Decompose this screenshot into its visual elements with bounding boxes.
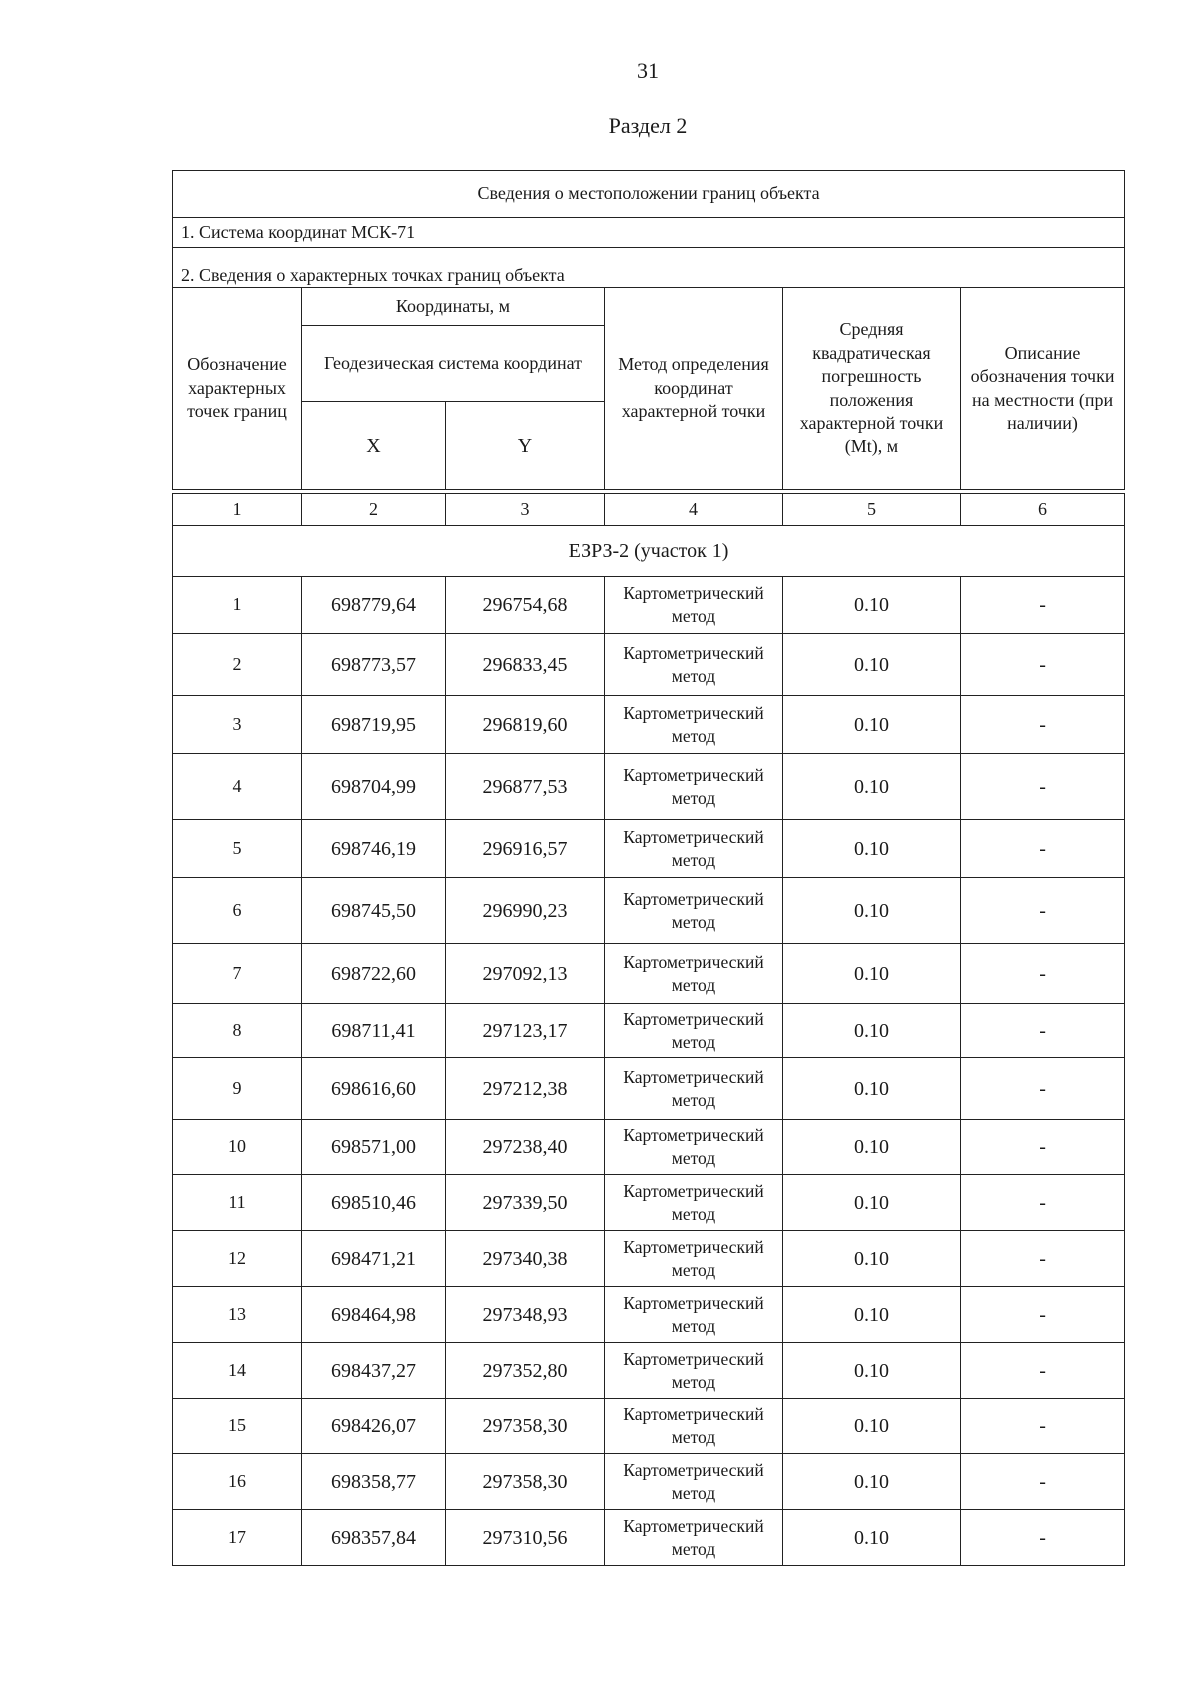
table-row [173, 1175, 1125, 1231]
y-coordinate-cell: 296877,53 [446, 754, 605, 820]
table-row [173, 820, 1125, 878]
point-number-cell: 8 [173, 1004, 302, 1058]
point-number-cell: 13 [173, 1287, 302, 1343]
x-coordinate-cell: 698426,07 [302, 1399, 446, 1454]
x-coordinate-cell: 698437,27 [302, 1343, 446, 1399]
y-coordinate-cell: 296833,45 [446, 634, 605, 696]
header-method: Метод определения координат характерной точки [605, 288, 783, 490]
header-row-1 [173, 288, 1125, 326]
description-cell: - [961, 577, 1125, 634]
error-cell: 0.10 [783, 696, 961, 754]
point-number-cell: 2 [173, 634, 302, 696]
error-cell: 0.10 [783, 577, 961, 634]
column-number-5: 5 [783, 494, 961, 526]
method-cell: Картометрический метод [605, 820, 783, 878]
y-coordinate-cell: 297123,17 [446, 1004, 605, 1058]
point-number-cell: 7 [173, 944, 302, 1004]
header-geodetic-system: Геодезическая система координат [302, 326, 605, 402]
y-coordinate-cell: 297212,38 [446, 1058, 605, 1120]
method-cell: Картометрический метод [605, 1058, 783, 1120]
x-coordinate-cell: 698357,84 [302, 1510, 446, 1566]
description-cell: - [961, 696, 1125, 754]
header-description: Описание обозначения точки на местности (при наличии) [961, 288, 1125, 490]
description-cell: - [961, 1399, 1125, 1454]
table-row [173, 1454, 1125, 1510]
error-cell: 0.10 [783, 1343, 961, 1399]
method-cell: Картометрический метод [605, 944, 783, 1004]
error-cell: 0.10 [783, 1231, 961, 1287]
header-error: Средняя квадратическая погрешность положения характерной точки (Mt), м [783, 288, 961, 490]
y-coordinate-cell: 297339,50 [446, 1175, 605, 1231]
y-coordinate-cell: 297358,30 [446, 1399, 605, 1454]
column-number-row [173, 494, 1125, 526]
y-coordinate-cell: 297348,93 [446, 1287, 605, 1343]
method-cell: Картометрический метод [605, 1120, 783, 1175]
x-coordinate-cell: 698510,46 [302, 1175, 446, 1231]
table-row [173, 944, 1125, 1004]
column-number-1: 1 [173, 494, 302, 526]
method-cell: Картометрический метод [605, 878, 783, 944]
x-coordinate-cell: 698358,77 [302, 1454, 446, 1510]
description-cell: - [961, 1004, 1125, 1058]
table-row [173, 577, 1125, 634]
error-cell: 0.10 [783, 1058, 961, 1120]
boundary-points-table [172, 170, 1125, 1566]
description-cell: - [961, 820, 1125, 878]
y-coordinate-cell: 296990,23 [446, 878, 605, 944]
description-cell: - [961, 754, 1125, 820]
description-cell: - [961, 1120, 1125, 1175]
point-number-cell: 16 [173, 1454, 302, 1510]
column-number-2: 2 [302, 494, 446, 526]
y-coordinate-cell: 297310,56 [446, 1510, 605, 1566]
point-number-cell: 12 [173, 1231, 302, 1287]
point-number-cell: 10 [173, 1120, 302, 1175]
point-number-cell: 5 [173, 820, 302, 878]
column-number-6: 6 [961, 494, 1125, 526]
description-cell: - [961, 1231, 1125, 1287]
table-title: Сведения о местоположении границ объекта [173, 171, 1125, 218]
y-coordinate-cell: 297238,40 [446, 1120, 605, 1175]
table-row [173, 634, 1125, 696]
x-coordinate-cell: 698616,60 [302, 1058, 446, 1120]
x-coordinate-cell: 698722,60 [302, 944, 446, 1004]
table-row [173, 1287, 1125, 1343]
point-number-cell: 11 [173, 1175, 302, 1231]
header-x: X [302, 402, 446, 490]
table-row [173, 754, 1125, 820]
method-cell: Картометрический метод [605, 1343, 783, 1399]
table-row [173, 1343, 1125, 1399]
method-cell: Картометрический метод [605, 1231, 783, 1287]
error-cell: 0.10 [783, 820, 961, 878]
method-cell: Картометрический метод [605, 1004, 783, 1058]
y-coordinate-cell: 297358,30 [446, 1454, 605, 1510]
point-number-cell: 3 [173, 696, 302, 754]
coordinate-system-line: 1. Система координат МСК-71 [173, 218, 1125, 248]
description-cell: - [961, 1287, 1125, 1343]
coordinate-system-row [173, 218, 1125, 248]
method-cell: Картометрический метод [605, 754, 783, 820]
table-row [173, 1399, 1125, 1454]
error-cell: 0.10 [783, 1120, 961, 1175]
x-coordinate-cell: 698746,19 [302, 820, 446, 878]
y-coordinate-cell: 297092,13 [446, 944, 605, 1004]
method-cell: Картометрический метод [605, 1399, 783, 1454]
table-row [173, 1004, 1125, 1058]
error-cell: 0.10 [783, 878, 961, 944]
group-title: ЕЗРЗ-2 (участок 1) [173, 526, 1125, 577]
point-number-cell: 1 [173, 577, 302, 634]
error-cell: 0.10 [783, 1175, 961, 1231]
y-coordinate-cell: 297340,38 [446, 1231, 605, 1287]
error-cell: 0.10 [783, 1454, 961, 1510]
header-y: Y [446, 402, 605, 490]
section-title: Раздел 2 [608, 113, 688, 138]
description-cell: - [961, 1058, 1125, 1120]
point-number-cell: 17 [173, 1510, 302, 1566]
description-cell: - [961, 944, 1125, 1004]
error-cell: 0.10 [783, 754, 961, 820]
error-cell: 0.10 [783, 1004, 961, 1058]
method-cell: Картометрический метод [605, 577, 783, 634]
x-coordinate-cell: 698779,64 [302, 577, 446, 634]
description-cell: - [961, 878, 1125, 944]
header-coordinates: Координаты, м [302, 288, 605, 326]
error-cell: 0.10 [783, 1287, 961, 1343]
x-coordinate-cell: 698711,41 [302, 1004, 446, 1058]
table-title-row [173, 171, 1125, 218]
y-coordinate-cell: 296754,68 [446, 577, 605, 634]
point-number-cell: 9 [173, 1058, 302, 1120]
description-cell: - [961, 1454, 1125, 1510]
column-number-4: 4 [605, 494, 783, 526]
error-cell: 0.10 [783, 1510, 961, 1566]
y-coordinate-cell: 296916,57 [446, 820, 605, 878]
group-title-row [173, 526, 1125, 577]
method-cell: Картометрический метод [605, 634, 783, 696]
table-row [173, 1510, 1125, 1566]
x-coordinate-cell: 698704,99 [302, 754, 446, 820]
table-row [173, 696, 1125, 754]
method-cell: Картометрический метод [605, 1510, 783, 1566]
error-cell: 0.10 [783, 1399, 961, 1454]
description-cell: - [961, 1343, 1125, 1399]
error-cell: 0.10 [783, 634, 961, 696]
point-number-cell: 6 [173, 878, 302, 944]
method-cell: Картометрический метод [605, 696, 783, 754]
page-number: 31 [637, 58, 659, 83]
point-number-cell: 14 [173, 1343, 302, 1399]
description-cell: - [961, 634, 1125, 696]
y-coordinate-cell: 297352,80 [446, 1343, 605, 1399]
y-coordinate-cell: 296819,60 [446, 696, 605, 754]
points-info-row [173, 248, 1125, 288]
table-row [173, 1058, 1125, 1120]
method-cell: Картометрический метод [605, 1175, 783, 1231]
x-coordinate-cell: 698773,57 [302, 634, 446, 696]
table-row [173, 1120, 1125, 1175]
table-row [173, 878, 1125, 944]
point-number-cell: 4 [173, 754, 302, 820]
x-coordinate-cell: 698471,21 [302, 1231, 446, 1287]
column-number-3: 3 [446, 494, 605, 526]
x-coordinate-cell: 698719,95 [302, 696, 446, 754]
x-coordinate-cell: 698745,50 [302, 878, 446, 944]
x-coordinate-cell: 698571,00 [302, 1120, 446, 1175]
table-row [173, 1231, 1125, 1287]
description-cell: - [961, 1175, 1125, 1231]
method-cell: Картометрический метод [605, 1454, 783, 1510]
header-point-designation: Обозначение характерных точек границ [173, 288, 302, 490]
method-cell: Картометрический метод [605, 1287, 783, 1343]
description-cell: - [961, 1510, 1125, 1566]
point-number-cell: 15 [173, 1399, 302, 1454]
points-info-line: 2. Сведения о характерных точках границ объекта [173, 248, 1125, 288]
error-cell: 0.10 [783, 944, 961, 1004]
x-coordinate-cell: 698464,98 [302, 1287, 446, 1343]
